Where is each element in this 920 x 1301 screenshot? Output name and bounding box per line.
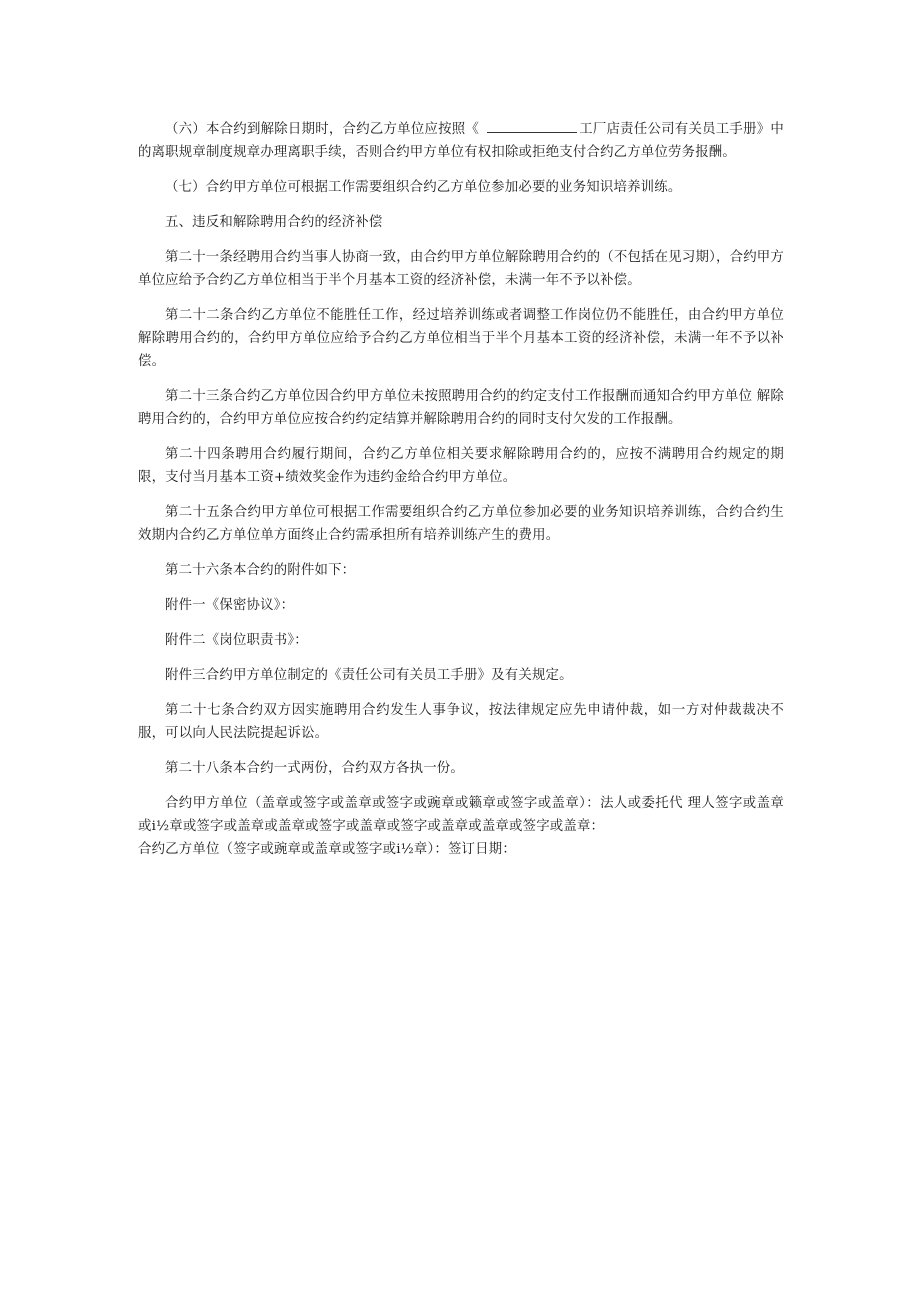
article-24: 第二十四条聘用合约履行期间，合约乙方单位相关要求解除聘用合约的，应按不满聘用合约规定的期限，支付当月基本工资+绩效奖金作为违约金给合约甲方单位。 [138,447,784,485]
signature-party-b: 合约乙方单位（签字或豌章或盖章或签字或i½章）：签订日期： [138,842,516,857]
annex-3: 附件三合约甲方单位制定的《责任公司有关员工手册》及有关规定。 [165,668,573,683]
article-21: 第二十一条经聘用合约当事人协商一致，由合约甲方单位解除聘用合约的（不包括在见习期），合约甲方单位应给予合约乙方单位相当于半个月基本工资的经济补偿，未满一年不予以补偿。 [138,250,784,288]
article-26: 第二十六条本合约的附件如下： [165,563,356,578]
annex-2: 附件二《岗位职责书》： [165,633,308,648]
article-23: 第二十三条合约乙方单位因合约甲方单位未按照聘用合约的约定支付工作报酬而通知合约甲方单位 解除聘用合约的，合约甲方单位应按合约约定结算并解除聘用合约的同时支付欠发的工作报酬。 [138,389,784,427]
document-page [138,118,784,873]
article-25: 第二十五条合约甲方单位可根据工作需要组织合约乙方单位参加必要的业务知识培养训练，合约合约生效期内合约乙方单位单方面终止合约需承担所有培养训练产生的费用。 [138,505,784,543]
clause-6 [138,118,784,164]
signature-party-a: 合约甲方单位（盖章或签字或盖章或签字或豌章或籁章或签字或盖章）：法人或委托代 理人签字或盖章或i½章或签字或盖章或盖章或签字或盖章或签字或盖章或盖章或签字或盖章： [138,796,784,834]
article-28: 第二十八条本合约一式两份，合约双方各执一份。 [165,761,464,776]
annex-1: 附件一《保密协议》： [165,598,295,613]
section-5-heading: 五、违反和解除聘用合约的经济补偿 [165,215,383,230]
company-name-blank [487,118,577,133]
article-22: 第二十二条合约乙方单位不能胜任工作，经过培养训练或者调整工作岗位仍不能胜任，由合约甲方单位解除聘用合约的，合约甲方单位应给予合约乙方单位相当于半个月基本工资的经济补偿，未满一年不予以补偿。 [138,308,784,369]
clause-6-text-after: 工厂店责任公司有关员工手册》中的离职规章制度规章办理离职手续，否则合约甲方单位有权扣除或拒绝支付合约乙方单位劳务报酬。 [138,122,784,160]
clause-7: （七）合约甲方单位可根据工作需要组织合约乙方单位参加必要的业务知识培养训练。 [165,180,682,195]
clause-6-text-before: （六）本合约到解除日期时，合约乙方单位应按照《 [165,122,480,137]
article-27: 第二十七条合约双方因实施聘用合约发生人事争议，按法律规定应先申请仲裁，如一方对仲裁裁决不服，可以向人民法院提起诉讼。 [138,703,784,741]
